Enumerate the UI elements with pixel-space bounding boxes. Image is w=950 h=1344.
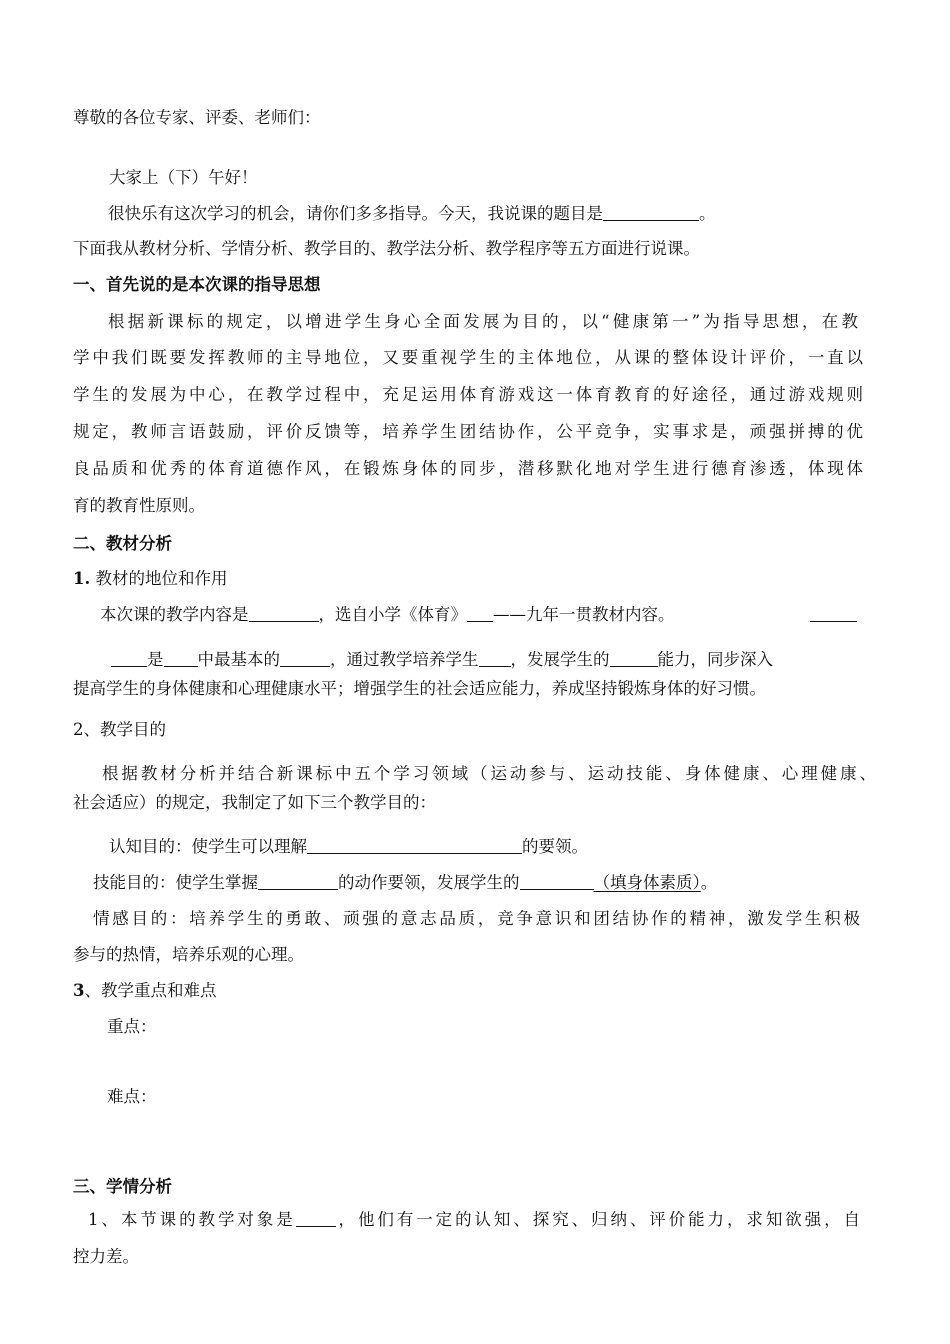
- goal-intro-2: 社会适应）的规定，我制定了如下三个教学目的：: [73, 793, 436, 812]
- blank: [280, 651, 330, 667]
- subheading-3: 3、教学重点和难点: [73, 981, 217, 1000]
- blank: [258, 874, 338, 890]
- section-heading-1: 一、首先说的是本次课的指导思想: [73, 275, 321, 294]
- subheading-2: 2、教学目的: [73, 720, 166, 739]
- intro-line: 很快乐有这次学习的机会，请你们多多指导。今天，我说课的题目是 。: [108, 204, 716, 223]
- section-heading-3: 三、学情分析: [73, 1177, 172, 1196]
- cognitive-goal: 认知目的：使学生可以理解 的要领。: [109, 837, 588, 856]
- blank: [810, 606, 857, 622]
- emotion-goal-2: 参与的热情，培养乐观的心理。: [73, 945, 304, 964]
- student-analysis-1: 1、本节课的教学对象是 ，他们有一定的认知、探究、归纳、评价能力，求知欲强，自: [88, 1210, 861, 1229]
- content-line: 本次课的教学内容是 ，选自小学《体育》 ——九年一贯教材内容。: [100, 605, 675, 624]
- role-line: 是 中最基本的 ，通过教学培养学生 ，发展学生的 能力，同步深入: [111, 648, 773, 672]
- s1-line-4: 规定，教师言语鼓励，评价反馈等，培养学生团结协作，公平竞争，实事求是，顽强拼搏的优: [73, 422, 863, 441]
- blank: [111, 651, 147, 667]
- role-line-2: 提高学生的身体健康和心理健康水平；增强学生的社会适应能力，养成坚持锻炼身体的好习惯。: [73, 679, 766, 698]
- blank: [520, 874, 594, 890]
- blank: [467, 606, 493, 622]
- subheading-1: 1. 教材的地位和作用: [73, 569, 228, 588]
- skill-goal: 技能目的：使学生掌握 的动作要领，发展学生的 （填身体素质）。: [93, 873, 718, 892]
- hello: 大家上（下）午好！: [109, 168, 258, 187]
- blank: [164, 651, 198, 667]
- blank: [249, 606, 319, 622]
- section-heading-2: 二、教材分析: [73, 534, 172, 553]
- s1-line-2: 学中我们既要发挥教师的主导地位，又要重视学生的主体地位，从课的整体设计评价，一直以: [73, 348, 863, 367]
- intro-line-2: 下面我从教材分析、学情分析、教学目的、教学法分析、教学程序等五方面进行说课。: [73, 239, 700, 258]
- fill-hint: （填身体素质）: [593, 873, 701, 892]
- topic-blank: [603, 205, 699, 221]
- s1-line-6: 育的教育性原则。: [73, 496, 205, 515]
- student-analysis-2: 控力差。: [73, 1247, 139, 1266]
- blank: [479, 651, 511, 667]
- key-point-label: 重点：: [107, 1017, 157, 1036]
- s1-line-3: 学生的发展为中心，在教学过程中，充足运用体育游戏这一体育教育的好途径，通过游戏规则: [73, 385, 863, 404]
- difficulty-label: 难点：: [107, 1087, 157, 1106]
- s1-line-5: 良品质和优秀的体育道德作风，在锻炼身体的同步，潜移默化地对学生进行德育渗透，体现体: [73, 459, 863, 478]
- blank: [307, 838, 522, 854]
- emotion-goal-1: 情感目的：培养学生的勇敢、顽强的意志品质，竞争意识和团结协作的精神，激发学生积极: [93, 909, 860, 928]
- goal-intro-1: 根据教材分析并结合新课标中五个学习领域（运动参与、运动技能、身体健康、心理健康、: [102, 764, 876, 783]
- s1-line-1: 根据新课标的规定，以增进学生身心全面发展为目的，以“健康第一”为指导思想，在教: [108, 312, 858, 331]
- greeting: 尊敬的各位专家、评委、老师们：: [73, 108, 321, 127]
- blank: [296, 1211, 336, 1227]
- blank: [610, 651, 658, 667]
